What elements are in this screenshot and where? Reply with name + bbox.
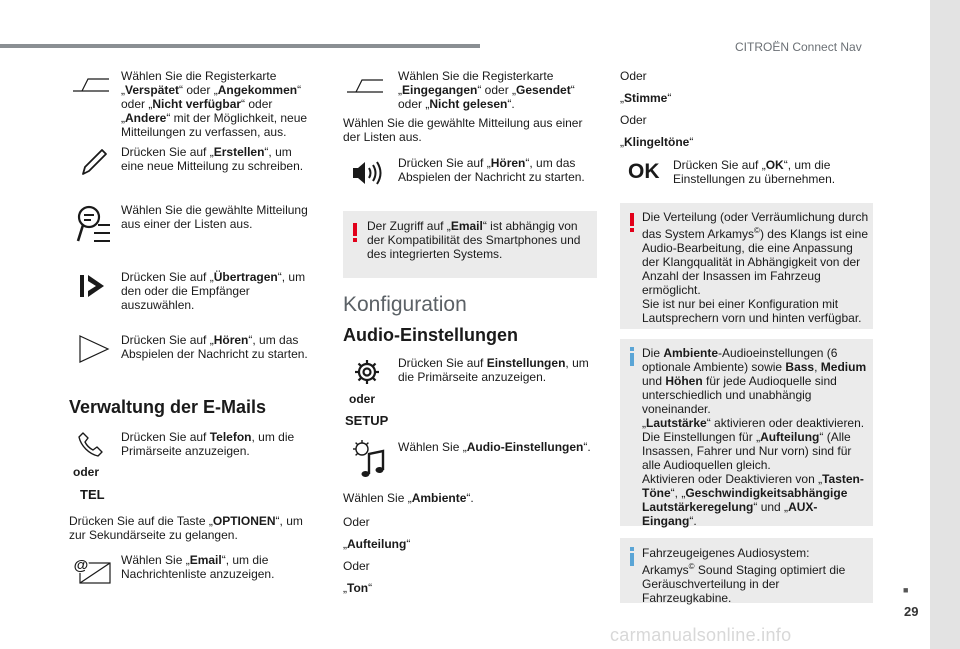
col3-opt-klingeltoene: „Klingeltöne“: [620, 135, 694, 149]
tab-icon: [346, 79, 384, 93]
chapter-title: Konfiguration: [343, 293, 467, 316]
col2-para-select: Wählen Sie die gewählte Mitteilung aus einer der Listen aus.: [343, 116, 583, 144]
col2-item-listen: Drücken Sie auf „Hören“, um das Abspielen der Nachricht zu starten.: [398, 156, 585, 184]
tab-icon: [72, 78, 110, 92]
ok-key: OK: [628, 160, 660, 183]
col1-item-phone: Drücken Sie auf Telefon, um die Primärseite anzuzeigen.: [121, 430, 295, 458]
col3-oder-2: Oder: [620, 113, 647, 127]
col1-item-create: Drücken Sie auf „Erstellen“, um eine neue Mitteilung zu schreiben.: [121, 145, 304, 173]
col3-item-ok: Drücken Sie auf „OK“, um die Einstellungen zu übernehmen.: [673, 158, 836, 186]
info-icon: [629, 547, 635, 567]
warning-note: [620, 203, 873, 329]
svg-text:@: @: [73, 557, 89, 574]
col2-opt-aufteilung: „Aufteilung“: [343, 537, 411, 551]
email-icon: [72, 555, 112, 585]
col2-opt-ton: „Ton“: [343, 581, 373, 595]
speaker-icon: [351, 159, 383, 187]
col2-item-tabs: Wählen Sie die Registerkarte „Eingegangen“ oder „Gesendet“ oder „Nicht gelesen“.: [398, 69, 575, 111]
info-note: [620, 339, 873, 526]
page-number: 29: [904, 604, 919, 619]
col1-item-tabs: Wählen Sie die Registerkarte „Verspätet“ oder „Angekommen“ oder „Nicht verfügbar“ oder „Andere“ mit der Möglichkeit, neue Mitteilungen zu verfassen, aus.: [121, 69, 308, 139]
col1-item-email: Wählen Sie „Email“, um die Nachrichtenliste anzuzeigen.: [121, 553, 275, 581]
section-audio-title: Audio-Einstellungen: [343, 325, 518, 345]
audio-settings-icon: [351, 438, 385, 478]
col2-select-ambiente: Wählen Sie „Ambiente“.: [343, 491, 474, 505]
gear-icon: [353, 358, 381, 386]
warning-icon: [629, 213, 635, 233]
col2-oder-1: Oder: [343, 515, 370, 529]
brand-header: CITROËN Connect Nav: [735, 40, 862, 54]
play-icon: [78, 334, 110, 364]
col1-item-listen: Drücken Sie auf „Hören“, um das Abspielen der Nachricht zu starten.: [121, 333, 308, 361]
warning-note-text: Der Zugriff auf „Email“ ist abhängig von der Kompatibilität des Smartphones und des integrierten Systems.: [367, 219, 581, 261]
continue-mark: ■: [903, 585, 909, 595]
col1-para-options: Drücken Sie auf die Taste „OPTIONEN“, um zur Sekundärseite zu gelangen.: [69, 514, 303, 542]
forward-icon: [78, 271, 108, 301]
warning-note: [343, 211, 597, 278]
col3-opt-stimme: „Stimme“: [620, 91, 672, 105]
setup-key: SETUP: [345, 413, 389, 428]
info-note: [620, 538, 873, 603]
section-email-title: Verwaltung der E-Mails: [69, 397, 267, 417]
or-label: oder: [73, 465, 100, 479]
info-note-text: Fahrzeugeigenes Audiosystem: Arkamys© Sound Staging optimiert die Geräuschverteilung in der Fahrzeugkabine.: [642, 546, 846, 605]
search-list-icon: [76, 203, 112, 245]
col1-item-select: Wählen Sie die gewählte Mitteilung aus einer der Listen aus.: [121, 203, 308, 231]
phone-icon: [77, 430, 105, 458]
header-rule: [0, 44, 480, 48]
col3-oder-1: Oder: [620, 69, 647, 83]
col2-oder-2: Oder: [343, 559, 370, 573]
or-label: oder: [349, 392, 376, 406]
pencil-icon: [80, 147, 108, 177]
info-icon: [629, 347, 635, 367]
page-edge-tab: [930, 0, 960, 649]
info-note-text: Die Ambiente-Audioeinstellungen (6 optionale Ambiente) sowie Bass, Medium und Höhen für jede Audioquelle sind unterschiedlich und unabhängig voneinander. „Lautstärke“ aktivieren oder deaktivieren. Die Einstellungen für „Aufteilung“ (Alle Insassen, Fahrer und Nur vorn) sind für alle Audioquellen gleich. Aktivieren oder Deaktivieren von „Tasten-Töne“, „Geschwindigkeitsabhängige Lautstärkeregelung“ und „AUX-Eingang“.: [642, 346, 867, 528]
warning-note-text: Die Verteilung (oder Verräumlichung durch das System Arkamys©) des Klangs ist eine Audio-Bearbeitung, die eine Anpassung der Klangqualität in Abhängigkeit von der Anzahl der Insassen im Fahrzeug ermöglicht. Sie ist nur bei einer Konfiguration mit Lautsprechern vorn und hinten verfügbar.: [642, 210, 869, 325]
col2-item-settings: Drücken Sie auf Einstellungen, um die Primärseite anzuzeigen.: [398, 356, 589, 384]
watermark: carmanualsonline.info: [610, 625, 792, 645]
col2-item-audio: Wählen Sie „Audio-Einstellungen“.: [398, 440, 591, 454]
col1-item-forward: Drücken Sie auf „Übertragen“, um den oder die Empfänger auszuwählen.: [121, 270, 306, 312]
tel-key: TEL: [80, 487, 105, 502]
warning-icon: [352, 223, 358, 243]
